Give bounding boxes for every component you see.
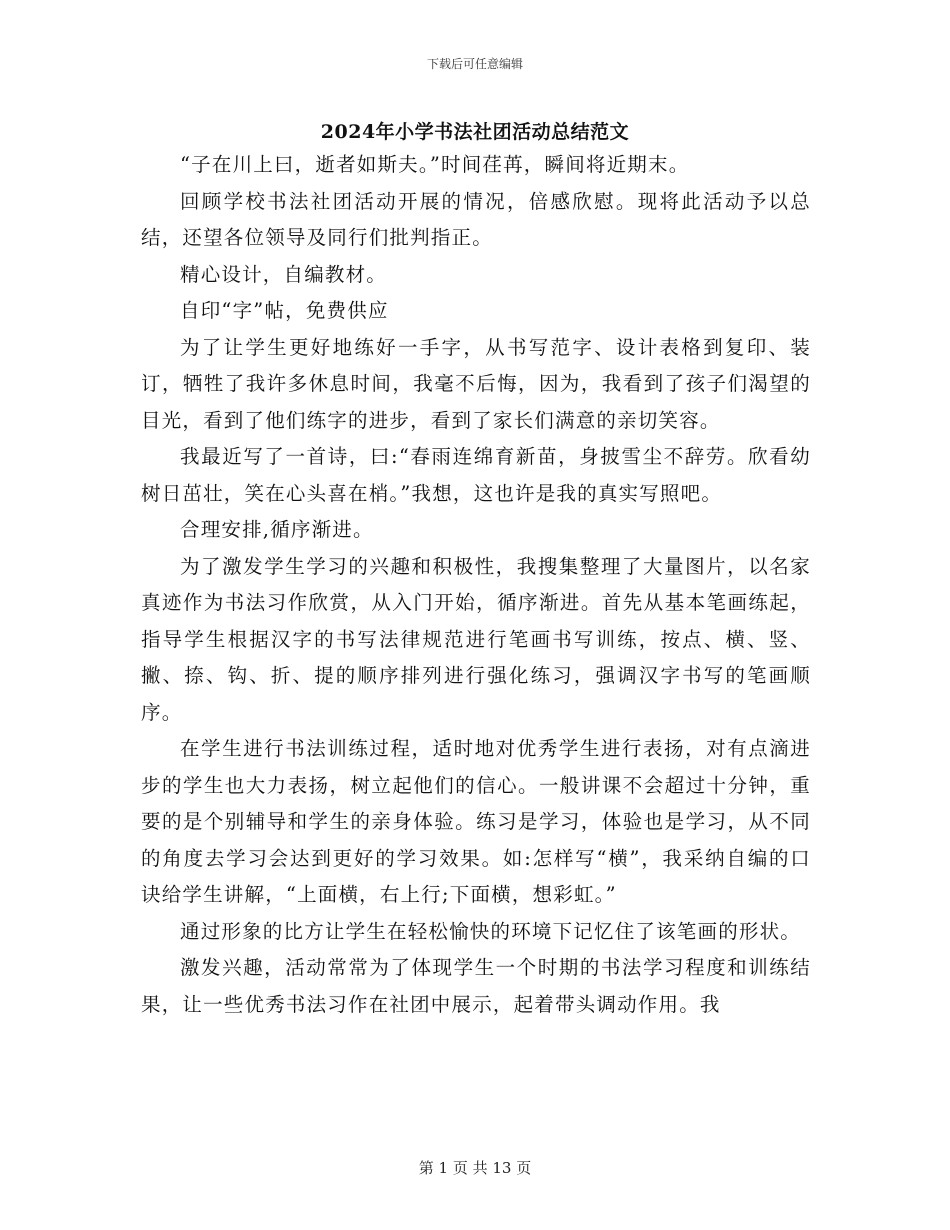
paragraph: 精心设计，自编教材。 <box>180 262 388 286</box>
paragraph: 通过形象的比方让学生在轻松愉快的环境下记忆住了该笔画的形状。 <box>180 919 802 943</box>
paragraph: “子在川上曰，逝者如斯夫。”时间荏苒，瞬间将近期末。 <box>180 153 690 176</box>
paragraph: 我最近写了一首诗，曰:“春雨连绵育新苗，身披雪尘不辞劳。欣看幼树日茁壮，笑在心头喜在梢。”我想，这也许是我的真实写照吧。 <box>141 445 811 505</box>
paragraph: 回顾学校书法社团活动开展的情况，倍感欣慰。现将此活动予以总结，还望各位领导及同行们批判指正。 <box>141 189 811 249</box>
paragraph: 为了让学生更好地练好一手字，从书写范字、设计表格到复印、装订，牺牲了我许多休息时间，我毫不后悔，因为，我看到了孩子们渴望的目光，看到了他们练字的进步，看到了家长们满意的亲切笑容。 <box>141 335 811 432</box>
page-footer: 第 1 页 共 13 页 <box>418 1159 532 1177</box>
document-body <box>141 147 811 1023</box>
document-title: 2024年小学书法社团活动总结范文 <box>320 121 630 143</box>
paragraph: 自印“字”帖，免费供应 <box>180 299 389 322</box>
paragraph: 合理安排,循序渐进。 <box>180 518 374 541</box>
paragraph: 激发兴趣，活动常常为了体现学生一个时期的书法学习程度和训练结果，让一些优秀书法习作在社团中展示，起着带头调动作用。我 <box>141 956 811 1016</box>
paragraph: 为了激发学生学习的兴趣和积极性，我搜集整理了大量图片，以名家真迹作为书法习作欣赏，从入门开始，循序渐进。首先从基本笔画练起，指导学生根据汉字的书写法律规范进行笔画书写训练，按点、横、竖、撇、捺、钩、折、提的顺序排列进行强化练习，强调汉字书写的笔画顺序。 <box>141 554 811 724</box>
page-header-note: 下载后可任意编辑 <box>426 57 523 71</box>
paragraph: 在学生进行书法训练过程，适时地对优秀学生进行表扬，对有点滴进步的学生也大力表扬，树立起他们的信心。一般讲课不会超过十分钟，重要的是个别辅导和学生的亲身体验。练习是学习，体验也是学习，从不同的角度去学习会达到更好的学习效果。如:怎样写“横”，我采纳自编的口诀给学生讲解，“上面横，右上行;下面横，想彩虹。” <box>141 737 811 906</box>
